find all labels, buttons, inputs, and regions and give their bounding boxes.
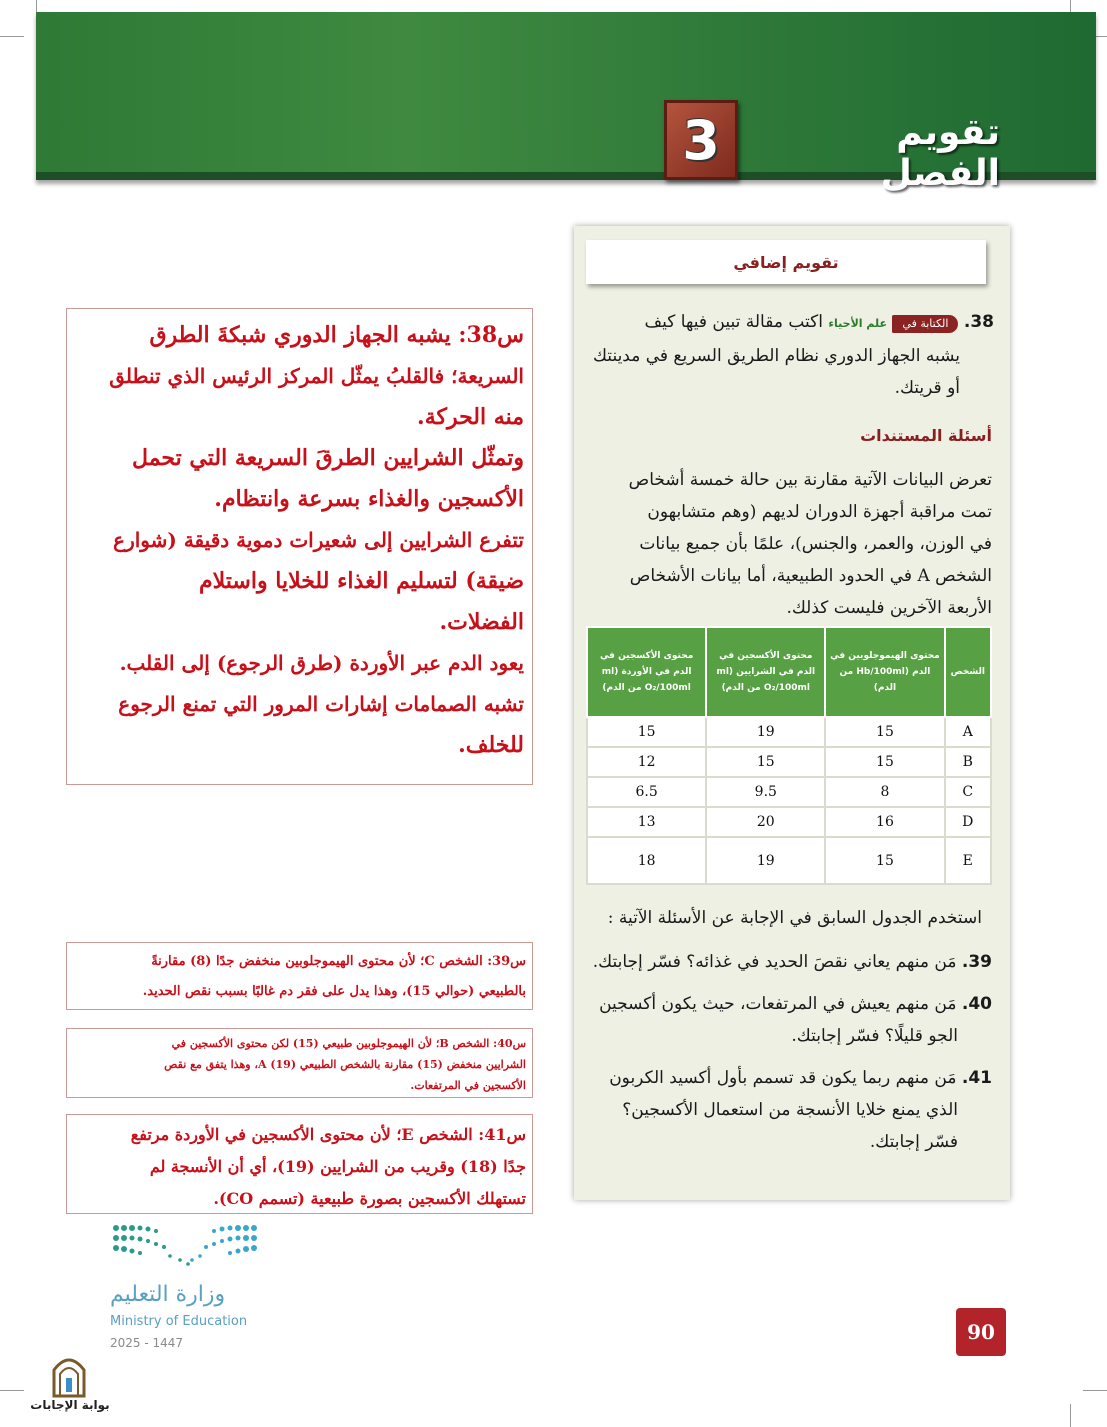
table-cell: 20 <box>706 807 825 837</box>
answer-38-line: يعود الدم عبر الأوردة (طرق الرجوع) إلى القلب. <box>119 651 524 675</box>
table-cell: 15 <box>825 717 944 747</box>
question-38-number: 38. <box>963 312 994 332</box>
question-39-text: مَن منهم يعاني نقصَ الحديد في غذائه؟ فسّر إجابتك. <box>592 952 957 972</box>
table-cell: 9.5 <box>706 777 825 807</box>
table-cell: 8 <box>825 777 944 807</box>
answer-38-line: الفضلات. <box>439 609 524 635</box>
question-40 <box>580 988 992 1052</box>
intro-paragraph <box>580 464 992 624</box>
portal-label: بوابة الإجابات <box>30 1398 110 1412</box>
chapter-number-box <box>664 100 738 180</box>
table-row <box>587 717 991 747</box>
question-38-text3: أو قريتك. <box>894 378 960 398</box>
question-41-text2: الذي يمنع خلايا الأنسجة من استعمال الأكسجين؟ <box>622 1100 958 1120</box>
table-cell: 13 <box>587 807 706 837</box>
answer-38-line: الأكسجين والغذاء بسرعة وانتظام. <box>214 486 524 512</box>
intro-line: تعرض البيانات الآتية مقارنة بين حالة خمسة أشخاص <box>628 470 992 490</box>
intro-line: الشخص A في الحدود الطبيعية، أما بيانات الأشخاص <box>629 566 992 586</box>
mosque-icon <box>46 1352 92 1398</box>
table-header-cell: محتوى الأكسجين في الدم في الأوردة (ml O₂/100ml من الدم) <box>587 627 706 717</box>
question-38 <box>580 306 994 404</box>
question-41 <box>580 1062 992 1158</box>
crop-mark <box>0 36 24 37</box>
table-row <box>587 747 991 777</box>
answer-40-line: الأكسجين في المرتفعات. <box>410 1079 526 1092</box>
answer-38-line: تشبه الصمامات إشارات المرور التي تمنع الرجوع <box>118 692 524 716</box>
table-cell: 19 <box>706 717 825 747</box>
crop-mark <box>1070 1404 1071 1427</box>
panel-title-box <box>586 240 986 284</box>
question-38-text2: يشبه الجهاز الدوري نظام الطريق السريع في مدينتك <box>592 346 960 366</box>
table-cell: 15 <box>825 747 944 777</box>
answer-38-line: ضيقة) لتسليم الغذاء للخلايا واستلام <box>199 568 524 594</box>
answer-38-box <box>66 308 533 785</box>
crop-mark <box>1083 1390 1107 1391</box>
table-header-cell: محتوى الأكسجين في الدم في الشرايين (ml O₂/100ml من الدم) <box>706 627 825 717</box>
ministry-name-english: Ministry of Education <box>110 1314 248 1329</box>
table-cell: E <box>945 837 991 884</box>
intro-line: تمت مراقبة أجهزة الدوران لديهم (وهم متشابهون <box>647 502 992 522</box>
table-cell: B <box>945 747 991 777</box>
answer-38-line: للخلف. <box>458 732 524 758</box>
table-row <box>587 807 991 837</box>
question-40-text1: مَن منهم يعيش في المرتفعات، حيث يكون أكسجين <box>599 994 957 1014</box>
table-cell: 16 <box>825 807 944 837</box>
answer-40-line: الشرايين منخفض (15) مقارنة بالشخص الطبيعي A (19)، وهذا يتفق مع نقص <box>164 1058 526 1071</box>
question-40-number: 40. <box>961 994 992 1014</box>
question-38-text1: اكتب مقالة تبين فيها كيف <box>644 312 823 332</box>
question-41-text3: فسّر إجابتك. <box>869 1132 958 1152</box>
chapter-title: تقويم الفصل <box>880 112 1000 194</box>
question-39 <box>580 946 992 978</box>
question-40-text2: الجو قليلًا؟ فسّر إجابتك. <box>791 1026 958 1046</box>
answer-38-line: تتفرع الشرايين إلى شعيرات دموية دقيقة (شوارع <box>113 528 524 552</box>
answer-39-box <box>66 942 533 1010</box>
table-header-row <box>587 627 991 717</box>
use-table-instruction: استخدم الجدول السابق في الإجابة عن الأسئلة الآتية : <box>607 908 982 928</box>
writing-tag: الكتابة في <box>892 315 958 333</box>
answer-38-line: منه الحركة. <box>417 404 524 430</box>
answer-38-line: س38: يشبه الجهاز الدوري شبكةَ الطرق <box>149 322 524 348</box>
ministry-logo-icon <box>110 1222 260 1270</box>
table-cell: C <box>945 777 991 807</box>
intro-line: الأربعة الآخرين فليست كذلك. <box>786 598 992 618</box>
answer-38-line: وتمثّل الشرايين الطرقَ السريعة التي تحمل <box>132 445 524 471</box>
answer-41-line: تستهلك الأكسجين بصورة طبيعية (تسمم CO). <box>213 1189 526 1208</box>
ministry-year: 2025 - 1447 <box>110 1336 184 1350</box>
table-cell: 15 <box>825 837 944 884</box>
answer-40-box <box>66 1028 533 1098</box>
panel-title: تقويم إضافي <box>733 252 839 272</box>
crop-mark <box>36 0 37 12</box>
table-cell: 6.5 <box>587 777 706 807</box>
question-41-number: 41. <box>961 1068 992 1088</box>
table-header-cell: الشخص <box>945 627 991 717</box>
answer-38-line: السريعة؛ فالقلبُ يمثّل المركز الرئيس الذي تنطلق <box>109 364 524 388</box>
crop-mark <box>0 1390 24 1391</box>
question-41-text1: مَن منهم ربما يكون قد تسمم بأول أكسيد الكربون <box>609 1068 957 1088</box>
answer-39-line: بالطبيعي (حوالي 15)، وهذا يدل على فقر دم غالبًا بسبب نقص الحديد. <box>142 984 526 999</box>
table-cell: 15 <box>706 747 825 777</box>
question-39-number: 39. <box>961 952 992 972</box>
answer-39-line: س39: الشخص C؛ لأن محتوى الهيموجلوبين منخفض جدًا (8) مقارنةً <box>151 954 526 969</box>
intro-line: في الوزن، والعمر، والجنس)، علمًا بأن جميع بيانات <box>639 534 992 554</box>
table-cell: 15 <box>587 717 706 747</box>
table-cell: 12 <box>587 747 706 777</box>
table-row <box>587 777 991 807</box>
ministry-name-arabic: وزارة التعليم <box>110 1282 226 1307</box>
table-cell: A <box>945 717 991 747</box>
answer-41-box <box>66 1114 533 1214</box>
biology-tag: علم الأحياء <box>828 317 887 330</box>
chapter-number: 3 <box>682 108 720 172</box>
documents-heading: أسئلة المستندات <box>860 426 992 445</box>
question-38-line1 <box>580 306 994 340</box>
table-cell: 18 <box>587 837 706 884</box>
table-header-cell: محتوى الهيموجلوبين في الدم (Hb/100ml من الدم) <box>825 627 944 717</box>
answer-40-line: س40: الشخص B؛ لأن الهيموجلوبين طبيعي (15) لكن محتوى الأكسجين في <box>171 1037 526 1050</box>
answer-41-line: جدًا (18) وقريب من الشرايين (19)، أي أن الأنسجة لم <box>149 1157 526 1176</box>
page-number: 90 <box>956 1308 1006 1356</box>
table-cell: 19 <box>706 837 825 884</box>
data-table <box>586 626 992 885</box>
table-cell: D <box>945 807 991 837</box>
answer-41-line: س41: الشخص E؛ لأن محتوى الأكسجين في الأوردة مرتفع <box>130 1125 526 1144</box>
table-row <box>587 837 991 884</box>
